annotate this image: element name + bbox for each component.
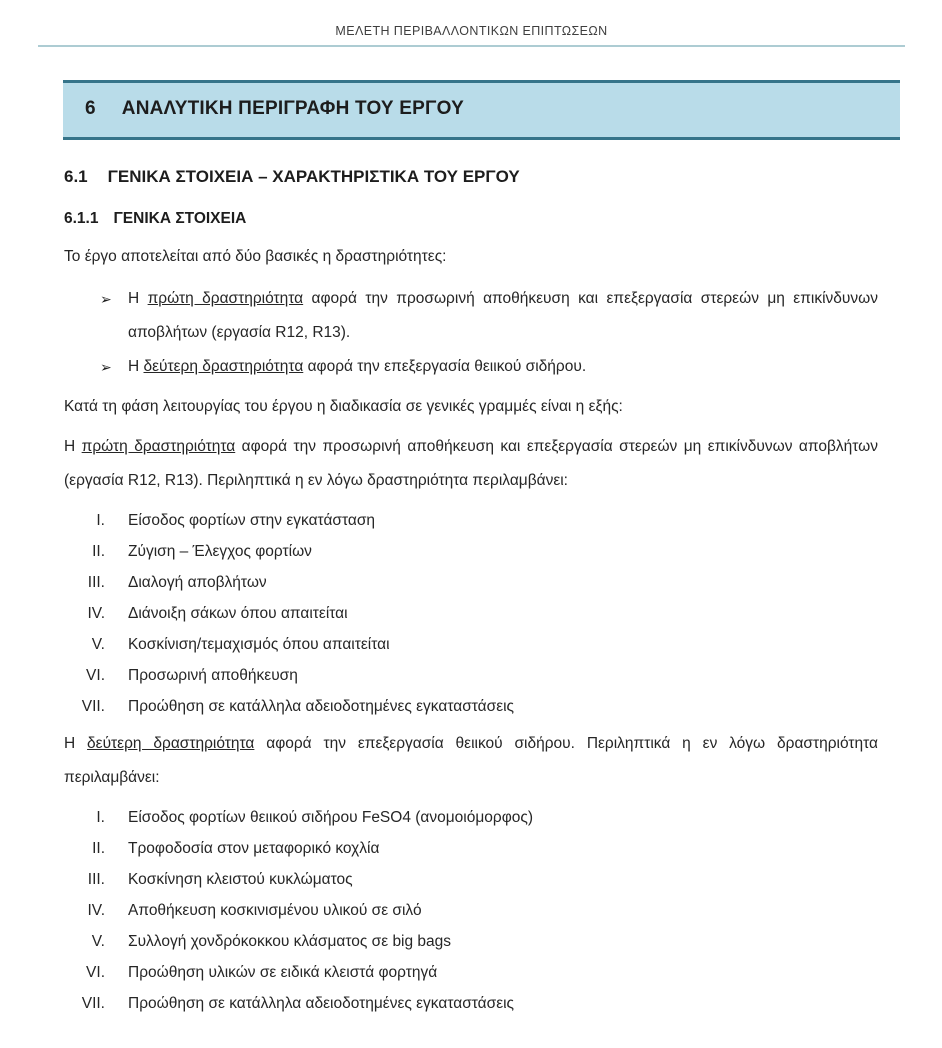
section-title: ΓΕΝΙΚΑ ΣΤΟΙΧΕΙΑ – ΧΑΡΑΚΤΗΡΙΣΤΙΚΑ ΤΟΥ ΕΡΓΟΥ: [107, 167, 520, 186]
list-marker: IV.: [87, 605, 105, 622]
activity-underlined-term: δεύτερη δραστηριότητα: [87, 735, 255, 752]
running-header-title: ΜΕΛΕΤΗ ΠΕΡΙΒΑΛΛΟΝΤΙΚΩΝ ΕΠΙΠΤΩΣΕΩΝ: [335, 24, 608, 38]
bullet-rest: αφορά την επεξεργασία θειικού σιδήρου.: [303, 358, 587, 375]
list-item: [64, 869, 878, 890]
paragraph-phase: Κατά τη φάση λειτουργίας του έργου η διαδικασία σε γενικές γραμμές είναι η εξής:: [64, 398, 623, 415]
list-marker: VI.: [86, 964, 105, 981]
list-item: [64, 962, 878, 983]
list-text: Ζύγιση – Έλεγχος φορτίων: [128, 543, 312, 560]
arrow-bullet-icon: ➢: [100, 359, 112, 375]
section-number: 6.1: [64, 167, 88, 186]
list-marker: II.: [92, 543, 105, 560]
running-header: [38, 24, 905, 47]
subsection-number: 6.1.1: [64, 210, 99, 227]
paragraph-intro: Το έργο αποτελείται από δύο βασικές η δραστηριότητες:: [64, 248, 447, 265]
page-content: [64, 167, 878, 1014]
activity-prefix: Η: [64, 438, 82, 455]
list-item: [64, 931, 878, 952]
list-text: Προώθηση υλικών σε ειδικά κλειστά φορτηγά: [128, 964, 438, 981]
activity-prefix: Η: [64, 735, 88, 752]
list-text: Διάνοιξη σάκων όπου απαιτείται: [128, 605, 348, 622]
list-text: Είσοδος φορτίων θειικού σιδήρου FeSO4 (ανομοιόμορφος): [128, 809, 534, 826]
list-text: Αποθήκευση κοσκινισμένου υλικού σε σιλό: [128, 902, 422, 919]
roman-list-first: [64, 510, 878, 717]
bullet-list: [64, 282, 878, 384]
list-marker: VII.: [81, 698, 105, 715]
list-item: [64, 510, 878, 531]
list-marker: VI.: [86, 667, 105, 684]
chapter-heading: [63, 80, 900, 140]
bullet-item: [64, 350, 878, 384]
subsection-heading: [64, 210, 878, 228]
section-heading: [64, 167, 878, 187]
list-item: [64, 634, 878, 655]
roman-list-second: [64, 807, 878, 1014]
list-item: [64, 541, 878, 562]
activity-rest: αφορά την προσωρινή αποθήκευση και επεξεργασία στερεών μη επικίνδυνων αποβλήτων (εργασία R12, R13). Περιληπτικά η εν λόγω δραστηριότητα περιλαμβάνει:: [64, 438, 878, 489]
list-text: Κοσκίνιση/τεμαχισμός όπου απαιτείται: [128, 636, 390, 653]
paragraph-activity-second: [64, 727, 878, 795]
list-item: [64, 900, 878, 921]
activity-rest: αφορά την επεξεργασία θειικού σιδήρου. Περιληπτικά η εν λόγω δραστηριότητα περιλαμβάνει:: [64, 735, 878, 786]
bullet-underlined-term: πρώτη δραστηριότητα: [147, 290, 304, 307]
list-item: [64, 993, 878, 1014]
paragraph-activity-first: [64, 430, 878, 498]
list-text: Προώθηση σε κατάλληλα αδειοδοτημένες εγκαταστάσεις: [128, 995, 515, 1012]
list-item: [64, 696, 878, 717]
list-marker: I.: [96, 512, 105, 529]
bullet-text: [128, 282, 878, 350]
list-marker: III.: [87, 574, 105, 591]
list-item: [64, 838, 878, 859]
list-marker: IV.: [87, 902, 105, 919]
list-text: Είσοδος φορτίων στην εγκατάσταση: [128, 512, 376, 529]
list-marker: VII.: [81, 995, 105, 1012]
subsection-title: ΓΕΝΙΚΑ ΣΤΟΙΧΕΙΑ: [113, 210, 247, 227]
arrow-bullet-icon: ➢: [100, 291, 112, 307]
list-item: [64, 665, 878, 686]
list-marker: I.: [96, 809, 105, 826]
list-text: Προώθηση σε κατάλληλα αδειοδοτημένες εγκαταστάσεις: [128, 698, 515, 715]
list-item: [64, 572, 878, 593]
chapter-title: ΑΝΑΛΥΤΙΚΗ ΠΕΡΙΓΡΑΦΗ ΤΟΥ ΕΡΓΟΥ: [121, 98, 464, 119]
list-marker: V.: [91, 636, 105, 653]
bullet-prefix: Η: [128, 290, 148, 307]
bullet-rest: αφορά την προσωρινή αποθήκευση και επεξεργασία στερεών μη επικίνδυνων αποβλήτων (εργασία R12, R13).: [128, 290, 879, 341]
list-item: [64, 807, 878, 828]
list-text: Τροφοδοσία στον μεταφορικό κοχλία: [128, 840, 380, 857]
chapter-number: 6: [85, 98, 96, 119]
list-item: [64, 603, 878, 624]
document-page: [0, 24, 942, 1048]
bullet-underlined-term: δεύτερη δραστηριότητα: [143, 358, 304, 375]
list-marker: III.: [87, 871, 105, 888]
list-text: Προσωρινή αποθήκευση: [128, 667, 298, 684]
list-text: Διαλογή αποβλήτων: [128, 574, 267, 591]
bullet-text: [128, 350, 878, 384]
bullet-prefix: Η: [128, 358, 144, 375]
bullet-item: [64, 282, 878, 350]
list-text: Κοσκίνηση κλειστού κυκλώματος: [128, 871, 353, 888]
list-marker: V.: [91, 933, 105, 950]
list-text: Συλλογή χονδρόκοκκου κλάσματος σε big bags: [128, 933, 452, 950]
activity-underlined-term: πρώτη δραστηριότητα: [81, 438, 236, 455]
list-marker: II.: [92, 840, 105, 857]
